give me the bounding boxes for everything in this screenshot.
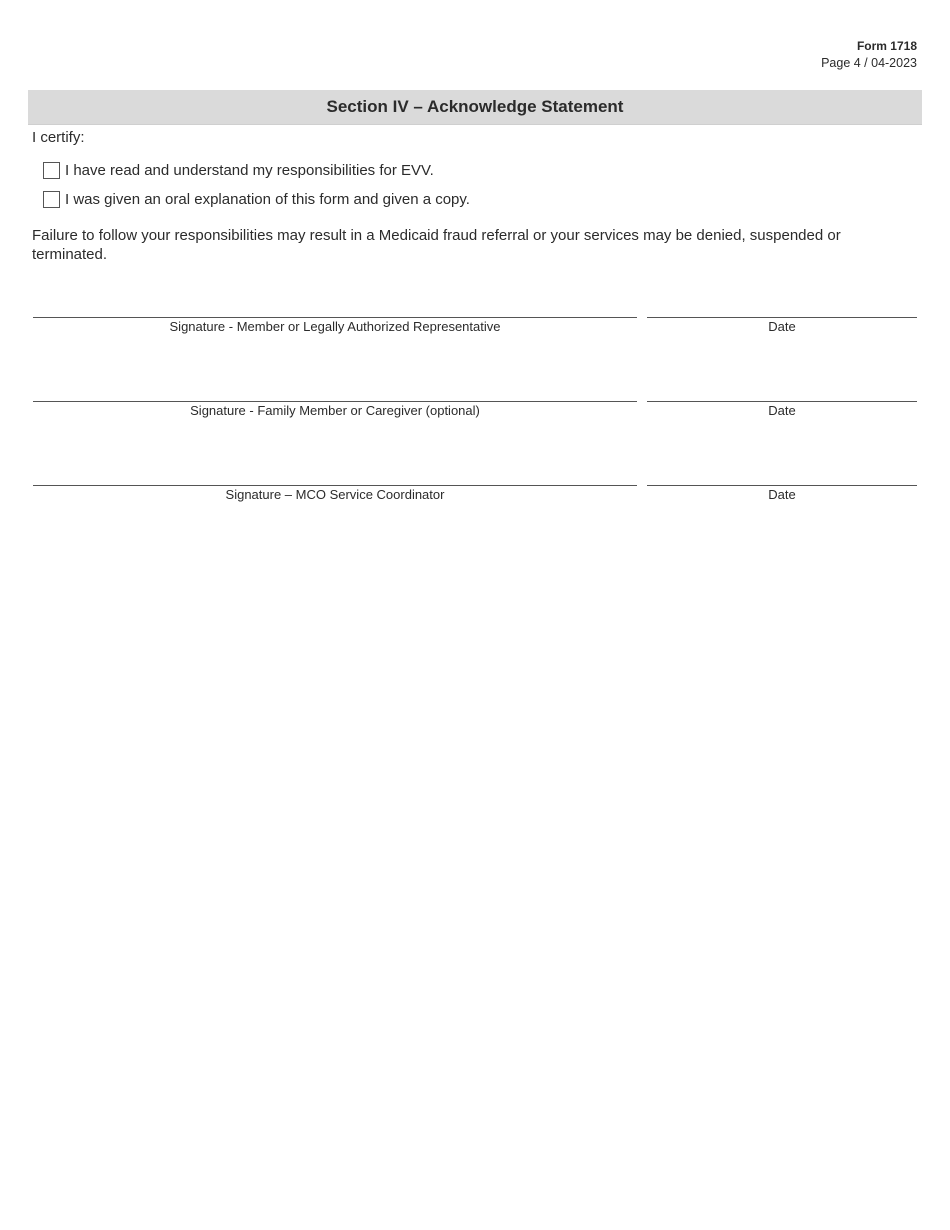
form-header bbox=[821, 38, 917, 72]
section-title: Section IV – Acknowledge Statement bbox=[28, 90, 922, 125]
warning-text: Failure to follow your responsibilities may result in a Medicaid fraud referral or your services may be denied, suspended or terminated. bbox=[32, 227, 841, 263]
certify-label: I certify: bbox=[32, 129, 85, 146]
oral-explanation-checkbox[interactable] bbox=[43, 191, 60, 208]
date-line-family-caregiver[interactable]: Date bbox=[647, 401, 917, 418]
evv-responsibilities-checkbox[interactable] bbox=[43, 162, 60, 179]
form-number: Form 1718 bbox=[856, 39, 917, 53]
checkbox-label: I was given an oral explanation of this form and given a copy. bbox=[65, 191, 470, 208]
signature-line-mco-coordinator[interactable]: Signature – MCO Service Coordinator bbox=[33, 485, 637, 502]
signature-line-member[interactable]: Signature - Member or Legally Authorized Representative bbox=[33, 317, 637, 334]
checkbox-label: I have read and understand my responsibilities for EVV. bbox=[65, 162, 434, 179]
signature-line-family-caregiver[interactable]: Signature - Family Member or Caregiver (optional) bbox=[33, 401, 637, 418]
page-info: Page 4 / 04-2023 bbox=[821, 56, 917, 70]
checkbox-row-oral-explanation[interactable] bbox=[43, 191, 470, 208]
date-line-mco-coordinator[interactable]: Date bbox=[647, 485, 917, 502]
date-line-member[interactable]: Date bbox=[647, 317, 917, 334]
checkbox-row-evv-responsibilities[interactable] bbox=[43, 162, 434, 179]
